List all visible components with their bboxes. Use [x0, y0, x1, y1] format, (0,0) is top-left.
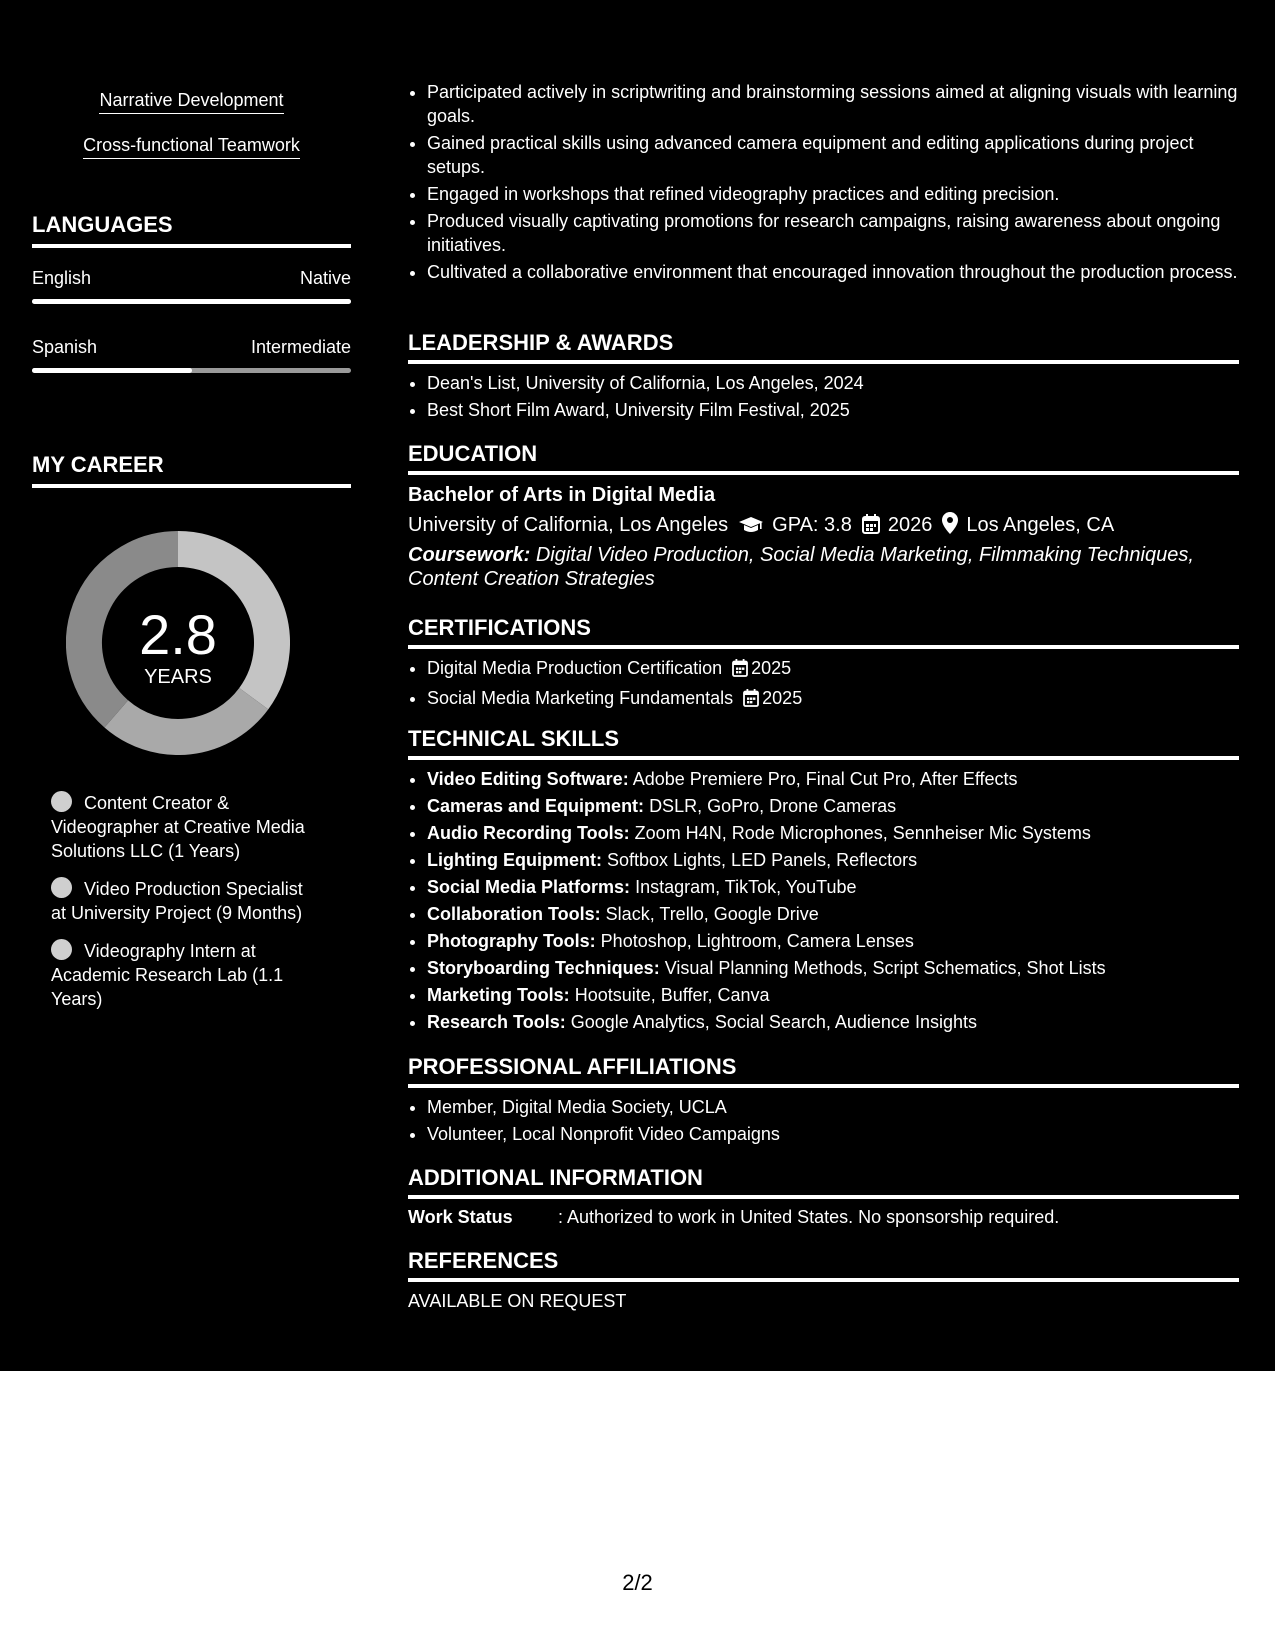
- skill-category: Social Media Platforms:: [427, 877, 631, 897]
- calendar-icon: [743, 689, 759, 713]
- skill-category: Research Tools:: [427, 1012, 566, 1032]
- skill-values: DSLR, GoPro, Drone Cameras: [649, 796, 897, 816]
- skill-category: Lighting Equipment:: [427, 850, 602, 870]
- career-dot-icon: [51, 877, 72, 898]
- list-item: • Dean's List, University of California, Los Angeles, 2024: [427, 371, 1239, 395]
- skill-values: Softbox Lights, LED Panels, Reflectors: [606, 850, 918, 870]
- location-pin-icon: [942, 512, 958, 541]
- coursework-text: Digital Video Production, Social Media Marketing, Filmmaking Techniques, Content Creation Strategies: [408, 544, 1194, 590]
- skill-category: Cameras and Equipment:: [427, 796, 645, 816]
- skill-category: Audio Recording Tools:: [427, 823, 630, 843]
- skill-label: Cross-functional Teamwork: [83, 133, 300, 159]
- list-item: [427, 686, 1239, 713]
- education-coursework: [408, 543, 1239, 591]
- list-item: [427, 794, 1239, 818]
- experience-bullets: [408, 80, 1239, 287]
- skill-category: Storyboarding Techniques:: [427, 958, 660, 978]
- skill-item: [32, 133, 351, 159]
- calendar-icon: [732, 659, 748, 683]
- coursework-label: Coursework:: [408, 544, 531, 566]
- references-heading: REFERENCES: [408, 1247, 1239, 1282]
- career-item: [51, 877, 321, 925]
- language-proficiency-fill: [32, 299, 351, 304]
- skill-values: Visual Planning Methods, Script Schematics, Shot Lists: [664, 958, 1106, 978]
- skill-values: Adobe Premiere Pro, Final Cut Pro, After Effects: [632, 769, 1018, 789]
- career-dot-icon: [51, 791, 72, 812]
- list-item: • Produced visually captivating promotions for research campaigns, raising awareness about ongoing initiatives.: [427, 209, 1239, 257]
- career-total-years: 2.8: [139, 603, 217, 666]
- skill-category: Photography Tools:: [427, 931, 596, 951]
- list-item: • Engaged in workshops that refined videography practices and editing precision.: [427, 182, 1239, 206]
- skill-values: Zoom H4N, Rode Microphones, Sennheiser Mic Systems: [634, 823, 1091, 843]
- list-item: • Best Short Film Award, University Film Festival, 2025: [427, 398, 1239, 422]
- education-school: University of California, Los Angeles: [408, 514, 729, 536]
- list-item: • Cultivated a collaborative environment that encouraged innovation throughout the production process.: [427, 260, 1239, 284]
- skill-category: Marketing Tools:: [427, 985, 570, 1005]
- list-item: • Participated actively in scriptwriting and brainstorming sessions aimed at aligning visuals with learning goals.: [427, 80, 1239, 128]
- technical-skills-heading: TECHNICAL SKILLS: [408, 725, 1239, 760]
- education-details: [408, 512, 1114, 541]
- skill-label: Narrative Development: [99, 88, 283, 114]
- additional-info-heading: ADDITIONAL INFORMATION: [408, 1164, 1239, 1199]
- work-status-value: : Authorized to work in United States. No sponsorship required.: [558, 1207, 1060, 1227]
- page-number: 2/2: [622, 1570, 653, 1595]
- career-item: [51, 939, 321, 1011]
- certification-name: Digital Media Production Certification: [427, 658, 723, 678]
- language-proficiency-bar: [32, 368, 351, 373]
- references-text: AVAILABLE ON REQUEST: [408, 1291, 627, 1311]
- career-item-text: Videography Intern at Academic Research Lab (1.1 Years): [51, 941, 284, 1009]
- list-item: [427, 656, 1239, 683]
- certification-year: 2025: [762, 688, 803, 708]
- work-status-label: Work Status: [408, 1207, 513, 1227]
- skill-category: Collaboration Tools:: [427, 904, 601, 924]
- skill-category: Video Editing Software:: [427, 769, 629, 789]
- calendar-icon: [862, 514, 880, 541]
- technical-skills-list: [408, 767, 1239, 1037]
- education-location: Los Angeles, CA: [966, 514, 1115, 536]
- list-item: [427, 767, 1239, 791]
- education-degree: Bachelor of Arts in Digital Media: [408, 484, 716, 506]
- awards-list: [408, 371, 1239, 425]
- language-name: English: [32, 268, 92, 288]
- career-item: [51, 791, 321, 863]
- list-item: [427, 821, 1239, 845]
- graduation-cap-icon: [738, 515, 764, 541]
- education-year: 2026: [887, 514, 933, 536]
- skill-values: Photoshop, Lightroom, Camera Lenses: [600, 931, 914, 951]
- skill-values: Google Analytics, Social Search, Audience Insights: [570, 1012, 977, 1032]
- list-item: [427, 848, 1239, 872]
- list-item: [427, 1010, 1239, 1034]
- certifications-list: [408, 656, 1239, 716]
- list-item: [427, 983, 1239, 1007]
- language-name: Spanish: [32, 337, 98, 357]
- list-item: • Volunteer, Local Nonprofit Video Campaigns: [427, 1122, 1239, 1146]
- affiliations-heading: PROFESSIONAL AFFILIATIONS: [408, 1053, 1239, 1088]
- languages-heading: LANGUAGES: [32, 211, 351, 248]
- skill-values: Hootsuite, Buffer, Canva: [574, 985, 770, 1005]
- language-proficiency-bar: [32, 299, 351, 304]
- list-item: [427, 956, 1239, 980]
- education-heading: EDUCATION: [408, 440, 1239, 475]
- certification-year: 2025: [751, 658, 792, 678]
- career-item-text: Video Production Specialist at University Project (9 Months): [51, 879, 303, 923]
- list-item: [427, 875, 1239, 899]
- list-item: • Member, Digital Media Society, UCLA: [427, 1095, 1239, 1119]
- language-level: Native: [299, 268, 351, 288]
- certification-name: Social Media Marketing Fundamentals: [427, 688, 734, 708]
- list-item: [427, 902, 1239, 926]
- skill-item: [32, 88, 351, 114]
- list-item: [427, 929, 1239, 953]
- career-unit-label: YEARS: [144, 666, 212, 688]
- career-dot-icon: [51, 939, 72, 960]
- language-proficiency-fill: [32, 368, 192, 373]
- career-donut-chart: [66, 531, 290, 755]
- skill-values: Slack, Trello, Google Drive: [605, 904, 819, 924]
- career-item-text: Content Creator & Videographer at Creative Media Solutions LLC (1 Years): [51, 793, 305, 861]
- awards-heading: LEADERSHIP & AWARDS: [408, 329, 1239, 364]
- certifications-heading: CERTIFICATIONS: [408, 614, 1239, 649]
- list-item: • Gained practical skills using advanced camera equipment and editing applications during project setups.: [427, 131, 1239, 179]
- career-heading: MY CAREER: [32, 451, 351, 488]
- education-gpa: GPA: 3.8: [772, 514, 852, 536]
- affiliations-list: [408, 1095, 1239, 1149]
- career-donut-segment: [116, 699, 253, 737]
- language-level: Intermediate: [250, 337, 351, 357]
- skill-values: Instagram, TikTok, YouTube: [635, 877, 857, 897]
